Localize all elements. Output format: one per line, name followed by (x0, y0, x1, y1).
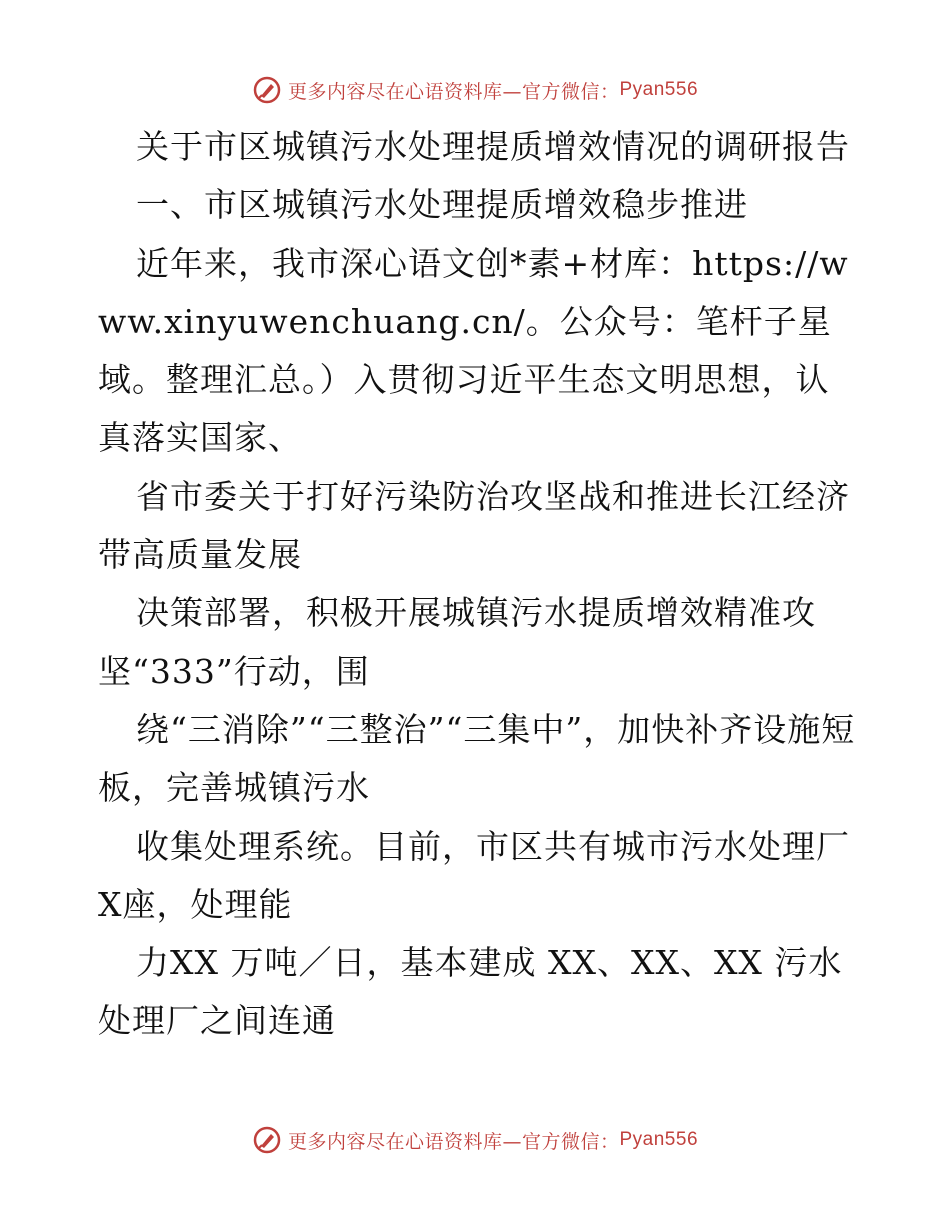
section-heading: 一、市区城镇污水处理提质增效稳步推进 (136, 185, 748, 225)
body-paragraph: 省市委关于打好污染防治攻坚战和推进长江经济带高质量发展 (98, 476, 850, 575)
document-title: 关于市区城镇污水处理提质增效情况的调研报告 (136, 127, 850, 166)
watermark-wechat-id: Pyan556 (619, 1129, 699, 1150)
pen-nib-seal-icon (252, 75, 282, 105)
body-paragraph: 决策部署，积极开展城镇污水提质增效精准攻坚“333”行动，围 (98, 593, 816, 691)
pen-nib-seal-icon (252, 1125, 282, 1155)
header-watermark (0, 70, 950, 110)
body-paragraph: 力XX 万吨／日，基本建成 XX、XX、XX 污水处理厂之间连通 (98, 943, 843, 1041)
footer-watermark (0, 1120, 950, 1160)
body-paragraph: 收集处理系统。目前，市区共有城市污水处理厂X座，处理能 (98, 826, 850, 924)
watermark-wechat-id: Pyan556 (619, 79, 699, 100)
body-paragraph: 绕“三消除”“三整治”“三集中”，加快补齐设施短板，完善城镇污水 (98, 709, 856, 808)
watermark-text: 更多内容尽在心语资料库—官方微信： (287, 1130, 620, 1153)
watermark-text: 更多内容尽在心语资料库—官方微信： (287, 80, 620, 103)
body-paragraph: 近年来，我市深心语文创*素+材库：https://www.xinyuwenchuang.cn/。公众号：笔杆子星域。整理汇总。）入贯彻习近平生态文明思想，认真落实国家、 (98, 243, 849, 458)
document-body (98, 118, 858, 1051)
